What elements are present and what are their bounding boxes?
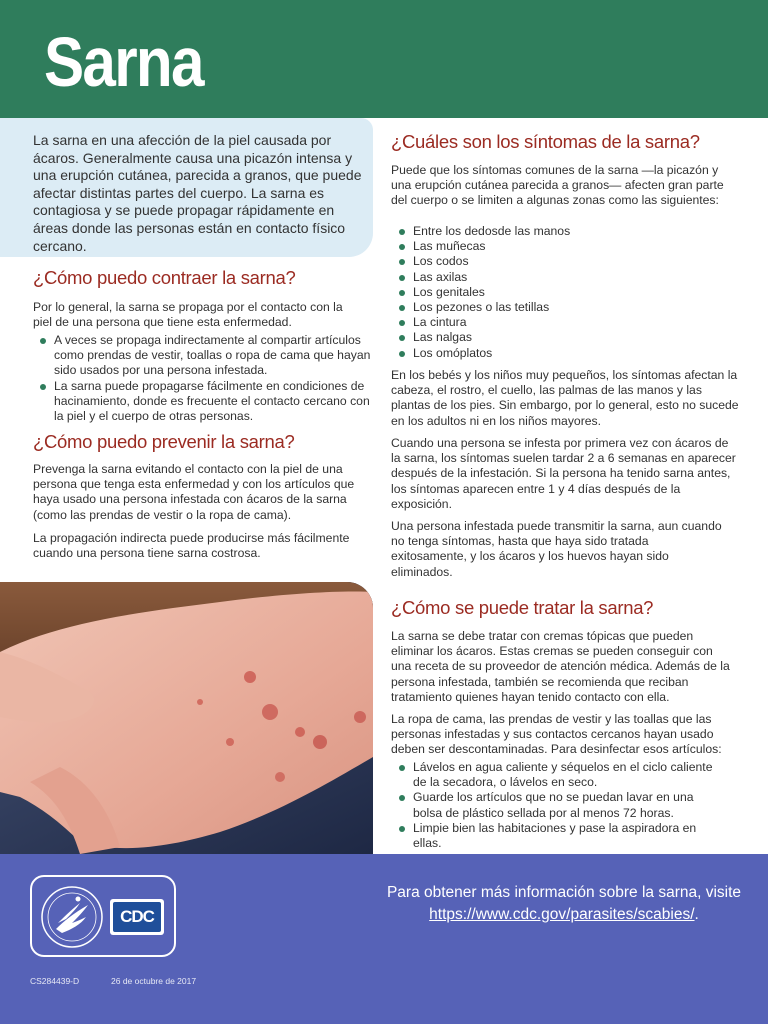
publication-date: 26 de octubre de 2017 [111, 976, 197, 986]
scabies-hand-photo [0, 582, 373, 854]
sintomas-bullet-list [395, 224, 735, 361]
contraer-bullet-list [36, 333, 376, 424]
list-item: Los pezones o las tetillas [395, 300, 735, 315]
heading-sintomas: ¿Cuáles son los síntomas de la sarna? [391, 131, 700, 152]
hand-illustration [0, 582, 373, 854]
list-item: La cintura [395, 315, 735, 330]
footer-cta [384, 882, 744, 926]
heading-contraer: ¿Cómo puedo contraer la sarna? [33, 267, 296, 288]
sintomas-paragraph-1: Puede que los síntomas comunes de la sarna —la picazón y una erupción cutánea parecida a granos— afecten gran parte del cuerpo o se limiten a algunas zonas como las siguientes: [391, 163, 724, 208]
prevenir-paragraph-1: Prevenga la sarna evitando el contacto con la piel de una persona que tenga esta enfermedad y con los artículos que haya usado una persona infestada con ácaros de la sarna (como las prendas de vestir o la ropa de cama). [33, 462, 355, 522]
publication-code: CS284439-D [30, 976, 80, 986]
prevenir-paragraph-2: La propagación indirecta puede producirse más fácilmente cuando una persona tiene sarna costrosa. [33, 531, 350, 561]
tratar-paragraph-1: La sarna se debe tratar con cremas tópicas que pueden eliminar los ácaros. Estas cremas se pueden conseguir con una receta de su proveedor de atención médica. Además de la persona infestada, también se recomienda que reciban tratamiento quienes hayan tenido contacto con ella. [391, 629, 730, 704]
hhs-cdc-logo[interactable] [30, 875, 176, 957]
contraer-paragraph: Por lo general, la sarna se propaga por el contacto con la piel de una persona que tiene esta enfermedad. [33, 300, 343, 330]
intro-text: La sarna en una afección de la piel causada por ácaros. Generalmente causa una picazón intensa y una erupción cutánea, parecida a granos, que puede afectar distintas partes del cuerpo. La sarna es contagiosa y se puede propagar rápidamente en áreas donde las personas están en contacto físico cercano. [33, 132, 362, 254]
list-item: A veces se propaga indirectamente al compartir artículos como prendas de vestir, toallas o ropa de cama que hayan sido usados por una persona infestada. [36, 333, 376, 379]
list-item: Los codos [395, 254, 735, 269]
tratar-bullet-list [395, 760, 715, 851]
list-item: Los omóplatos [395, 346, 735, 361]
list-item: Guarde los artículos que no se puedan lavar en una bolsa de plástico sellada por al menos 72 horas. [395, 790, 715, 820]
list-item: Las nalgas [395, 330, 735, 345]
sintomas-paragraph-3: Cuando una persona se infesta por primera vez con ácaros de la sarna, los síntomas suelen tardar 2 a 6 semanas en aparecer después de la infestación. Si la persona ha tenido sarna antes, los síntomas aparecen entre 1 y 4 días después de la exposición. [391, 436, 736, 511]
list-item: Lávelos en agua caliente y séquelos en el ciclo caliente de la secadora, o lávelos en seco. [395, 760, 715, 790]
cdc-logo-badge [110, 899, 164, 935]
cdc-scabies-link[interactable]: https://www.cdc.gov/parasites/scabies/ [429, 906, 695, 923]
heading-tratar: ¿Cómo se puede tratar la sarna? [391, 597, 654, 618]
list-item: Las muñecas [395, 239, 735, 254]
heading-prevenir: ¿Cómo puedo prevenir la sarna? [33, 431, 295, 452]
page-title: Sarna [44, 23, 203, 101]
tratar-paragraph-2: La ropa de cama, las prendas de vestir y las toallas que las personas infestadas y sus contactos cercanos hayan usado deben ser descontaminadas. Para desinfectar esos artículos: [391, 712, 722, 757]
list-item: Los genitales [395, 285, 735, 300]
footer-url-period: . [694, 906, 699, 923]
sintomas-paragraph-4: Una persona infestada puede transmitir la sarna, aun cuando no tenga síntomas, hasta que haya sido tratada exitosamente, y los ácaros y los huevos hayan sido eliminados. [391, 519, 722, 579]
list-item: Entre los dedosde las manos [395, 224, 735, 239]
header-banner [0, 0, 768, 118]
list-item: Las axilas [395, 270, 735, 285]
sintomas-paragraph-2: En los bebés y los niños muy pequeños, los síntomas afectan la cabeza, el rostro, el cuello, las palmas de las manos y las plantas de los pies. Sin embargo, por lo general, esto no sucede en los adultos ni en los niños mayores. [391, 368, 739, 428]
list-item: La sarna puede propagarse fácilmente en condiciones de hacinamiento, donde es frecuente el contacto cercano con la piel y el cuerpo de otras personas. [36, 379, 376, 425]
cdc-logo-inner: CDC [113, 902, 161, 932]
footer-cta-text: Para obtener más información sobre la sarna, visite [386, 884, 742, 901]
list-item: Limpie bien las habitaciones y pase la aspiradora en ellas. [395, 821, 715, 851]
